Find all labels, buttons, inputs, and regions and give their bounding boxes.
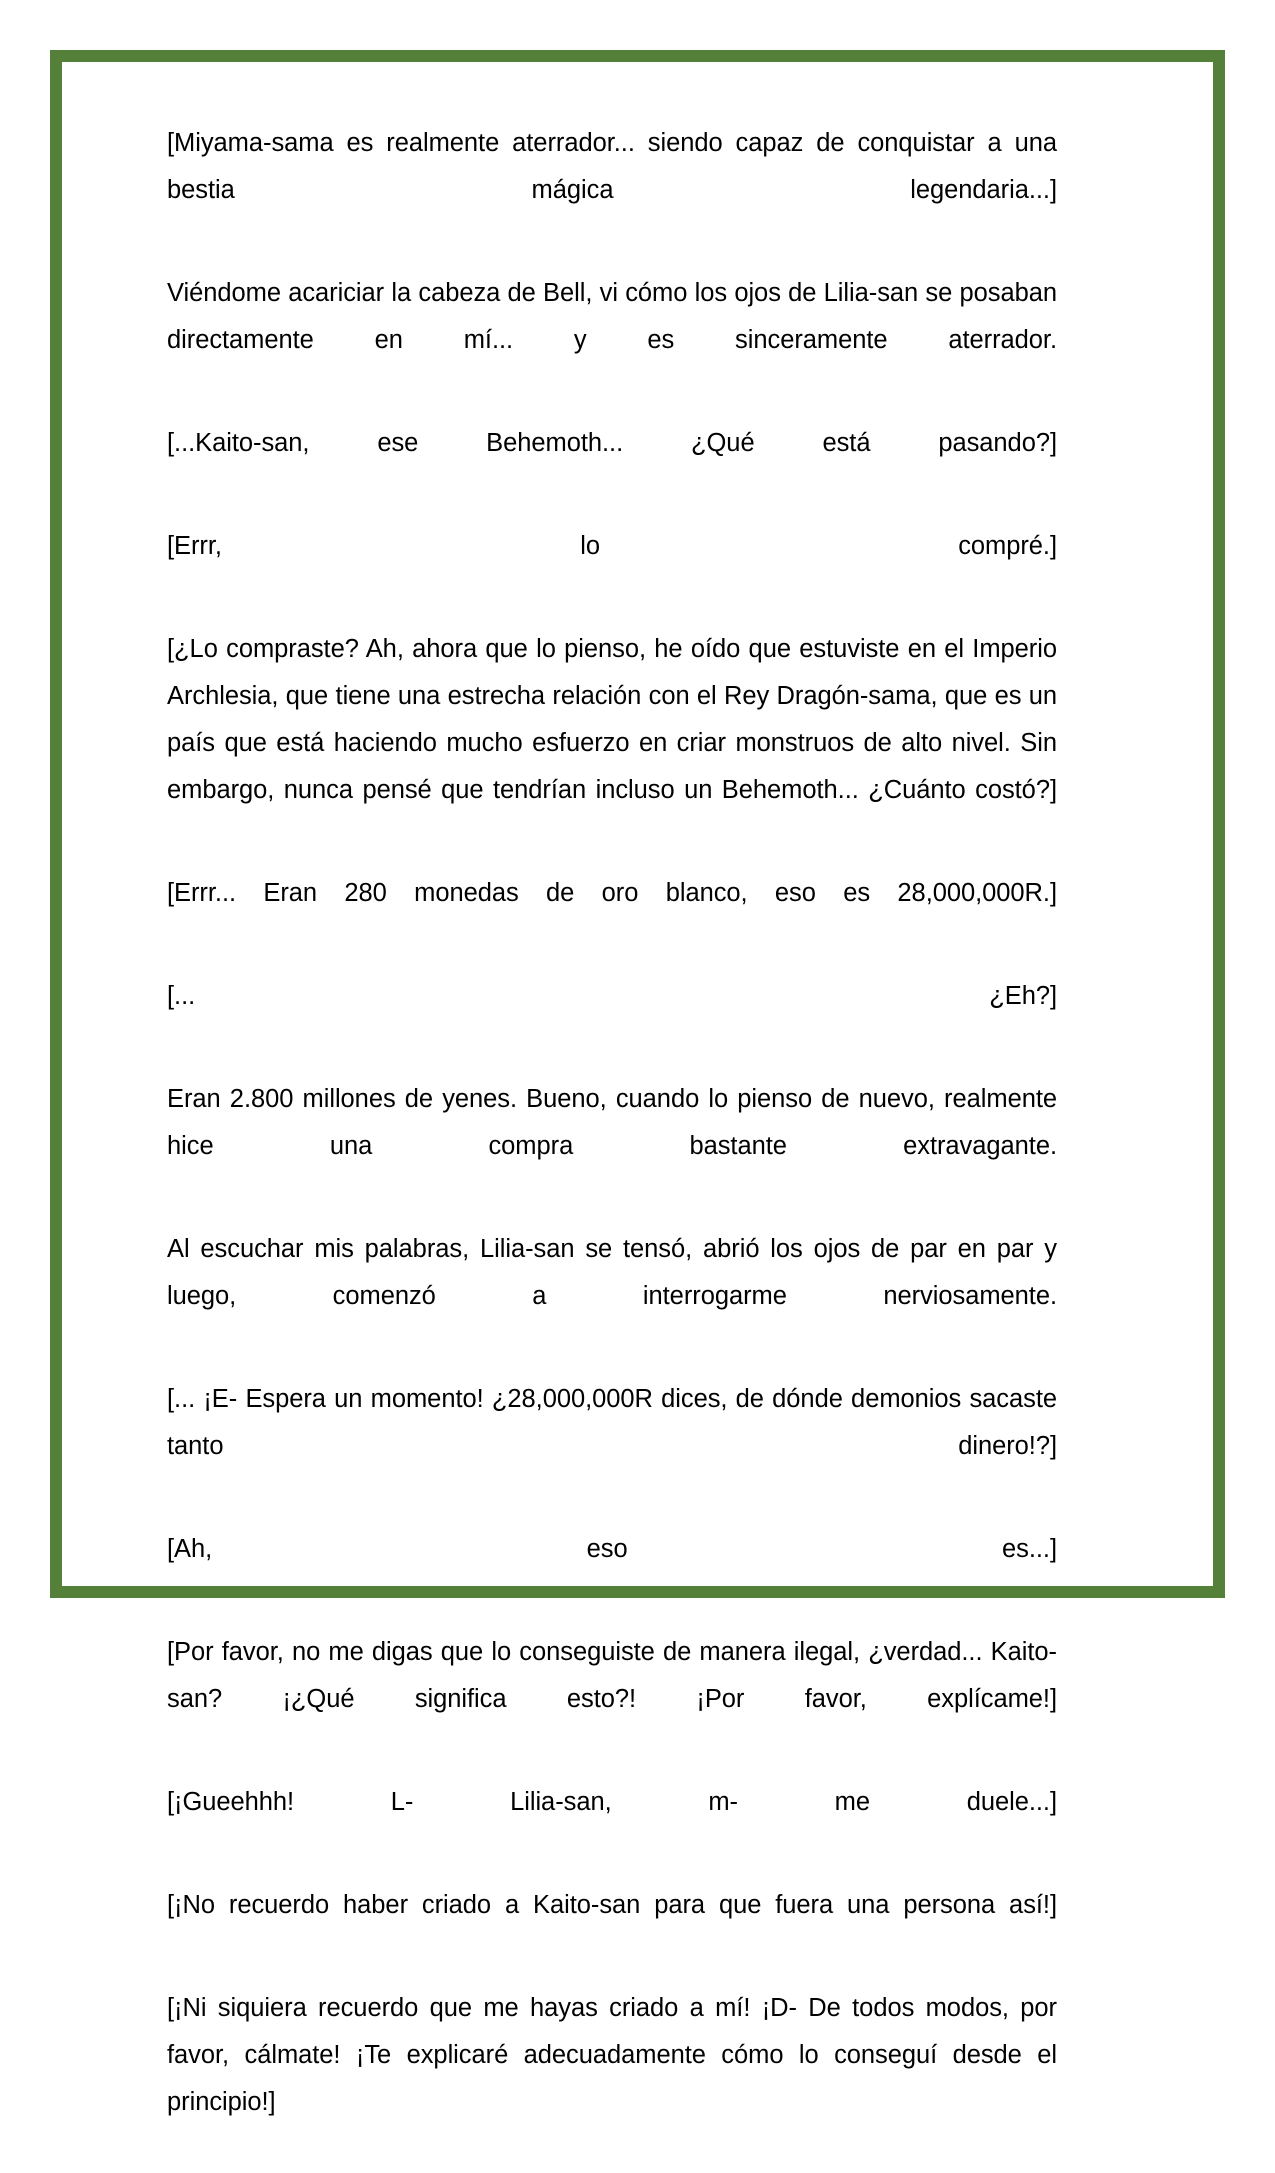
paragraph: [... ¡E- Espera un momento! ¿28,000,000R dices, de dónde demonios sacaste tanto dinero!?] — [167, 1385, 1057, 1460]
paragraph: [... ¿Eh?] — [167, 982, 1057, 1010]
paragraph: [¿Lo compraste? Ah, ahora que lo pienso, he oído que estuviste en el Imperio Archlesia, que tiene una estrecha relación con el Rey Dragón-sama, que es un país que está haciendo mucho esfuerzo en criar monstruos de alto nivel. Sin embargo, nunca pensé que tendrían incluso un Behemoth... ¿Cuánto costó?] — [167, 635, 1057, 804]
paragraph: Eran 2.800 millones de yenes. Bueno, cuando lo pienso de nuevo, realmente hice una compra bastante extravagante. — [167, 1085, 1057, 1160]
paragraph: Viéndome acariciar la cabeza de Bell, vi cómo los ojos de Lilia-san se posaban directamente en mí... y es sinceramente aterrador. — [167, 279, 1057, 354]
paragraph: [¡Gueehhh! L- Lilia-san, m- me duele...] — [167, 1788, 1057, 1816]
paragraph: Al escuchar mis palabras, Lilia-san se tensó, abrió los ojos de par en par y luego, comenzó a interrogarme nerviosamente. — [167, 1235, 1057, 1310]
paragraph: [¡No recuerdo haber criado a Kaito-san para que fuera una persona así!] — [167, 1891, 1057, 1919]
paragraph: [Errr... Eran 280 monedas de oro blanco, eso es 28,000,000R.] — [167, 879, 1057, 907]
paragraph: [Por favor, no me digas que lo conseguiste de manera ilegal, ¿verdad... Kaito-san? ¡¿Qué significa esto?! ¡Por favor, explícame!] — [167, 1638, 1057, 1713]
paragraph: [Ah, eso es...] — [167, 1535, 1057, 1563]
document-page — [50, 50, 1225, 2116]
paragraph: [...Kaito-san, ese Behemoth... ¿Qué está pasando?] — [167, 429, 1057, 457]
paragraph: [¡Ni siquiera recuerdo que me hayas criado a mí! ¡D- De todos modos, por favor, cálmate! ¡Te explicaré adecuadamente cómo lo conseguí desde el principio!] — [167, 1994, 1057, 2116]
paragraph: [Miyama-sama es realmente aterrador... siendo capaz de conquistar a una bestia mágica legendaria...] — [167, 129, 1057, 204]
document-text-body — [167, 120, 1057, 2173]
paragraph: [Errr, lo compré.] — [167, 532, 1057, 560]
